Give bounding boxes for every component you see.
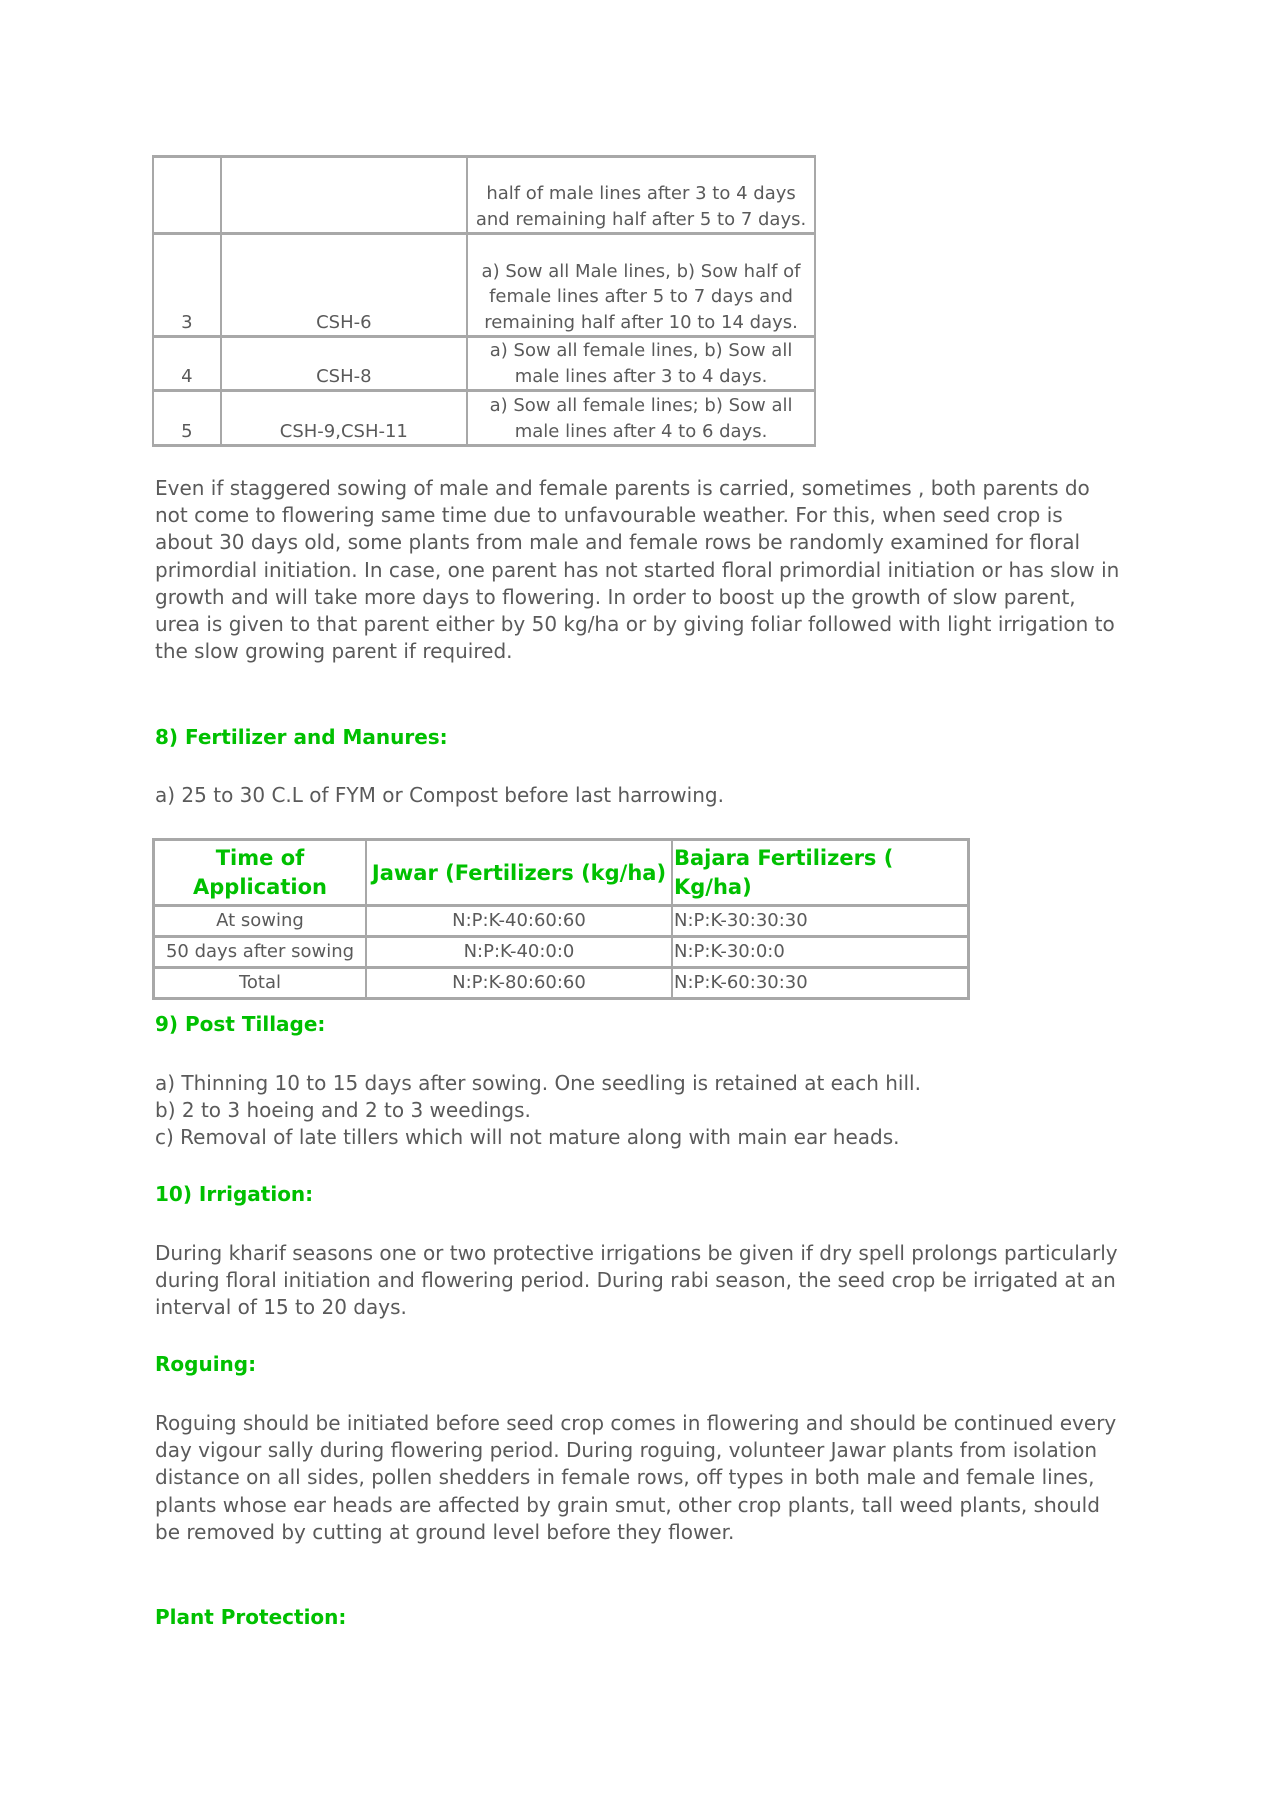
table-row — [154, 158, 814, 235]
hybrid-name: CSH-8 — [222, 338, 469, 392]
time-cell: 50 days after sowing — [155, 938, 367, 969]
roguing-heading: Roguing: — [155, 1352, 257, 1376]
sowing-method: a) Sow all female lines; b) Sow all male lines after 4 to 6 days. — [489, 395, 793, 442]
irrigation-paragraph: During kharif seasons one or two protective irrigations be given if dry spell prolongs particularly during floral initiation and flowering period. During rabi season, the seed crop be irrigated at an interval of 15 to 20 days. — [155, 1241, 1118, 1320]
staggered-sowing-paragraph: Even if staggered sowing of male and female parents is carried, sometimes , both parents do not come to flowering same time due to unfavourable weather. For this, when seed crop is about 30 days old, some plants from male and female rows be randomly examined for floral primordial initiation. In case, one parent has not started floral primordial initiation or has slow in growth and will take more days to flowering. In order to boost up the growth of slow parent, urea is given to that parent either by 50 kg/ha or by giving foliar followed with light irrigation to the slow growing parent if required. — [155, 476, 1120, 664]
jawar-cell: N:P:K-40:0:0 — [367, 938, 673, 969]
table-row — [154, 235, 814, 338]
table-row — [155, 907, 967, 938]
roguing-paragraph: Roguing should be initiated before seed crop comes in flowering and should be continued every day vigour sally during flowering period. During roguing, volunteer Jawar plants from isolation distance on all sides, pollen shedders in female rows, off types in both male and female lines, plants whose ear heads are affected by grain smut, other crop plants, tall weed plants, should be removed by cutting at ground level before they flower. — [155, 1411, 1117, 1544]
irrigation-heading: 10) Irrigation: — [155, 1182, 314, 1206]
hybrid-name: CSH-9,CSH-11 — [222, 392, 469, 444]
bajara-cell: N:P:K-30:30:30 — [673, 907, 967, 938]
time-cell: At sowing — [155, 907, 367, 938]
fertilizer-heading: 8) Fertilizer and Manures: — [155, 725, 448, 749]
table-row — [155, 969, 967, 997]
bajara-cell: N:P:K-60:30:30 — [674, 972, 808, 993]
list-item: c) Removal of late tillers which will not mature along with main ear heads. — [155, 1125, 900, 1150]
table-row — [154, 392, 814, 444]
hybrid-name — [222, 158, 469, 235]
column-header-time: Time of Application — [155, 841, 367, 907]
list-item: a) Thinning 10 to 15 days after sowing. One seedling is retained at each hill. — [155, 1071, 921, 1095]
post-tillage-list — [155, 1070, 1125, 1152]
jawar-cell: N:P:K-80:60:60 — [367, 969, 673, 997]
row-number: 5 — [154, 392, 222, 444]
sowing-method: a) Sow all Male lines, b) Sow half of female lines after 5 to 7 days and remaining half after 10 to 14 days. — [468, 235, 814, 338]
table-row — [155, 938, 967, 969]
column-header-jawar: Jawar (Fertilizers (kg/ha) — [367, 841, 673, 907]
table-header-row — [155, 841, 967, 907]
sowing-method: a) Sow all female lines, b) Sow all male lines after 3 to 4 days. — [468, 338, 814, 392]
post-tillage-heading: 9) Post Tillage: — [155, 1012, 326, 1036]
sowing-method: half of male lines after 3 to 4 days and remaining half after 5 to 7 days. — [468, 158, 814, 235]
fertilizer-note: a) 25 to 30 C.L of FYM or Compost before last harrowing. — [155, 783, 724, 807]
bajara-cell: N:P:K-30:0:0 — [673, 938, 967, 969]
row-number: 4 — [154, 338, 222, 392]
table-row — [154, 338, 814, 392]
row-number — [154, 158, 222, 235]
jawar-cell: N:P:K-40:60:60 — [367, 907, 673, 938]
time-cell: Total — [155, 969, 367, 997]
list-item: b) 2 to 3 hoeing and 2 to 3 weedings. — [155, 1098, 531, 1123]
hybrid-name: CSH-6 — [222, 235, 469, 338]
column-header-bajara: Bajara Fertilizers ( Kg/ha) — [673, 841, 967, 907]
row-number: 3 — [154, 235, 222, 338]
fertilizer-table — [152, 838, 970, 1000]
sowing-schedule-table — [152, 155, 816, 447]
plant-protection-heading: Plant Protection: — [155, 1605, 347, 1629]
